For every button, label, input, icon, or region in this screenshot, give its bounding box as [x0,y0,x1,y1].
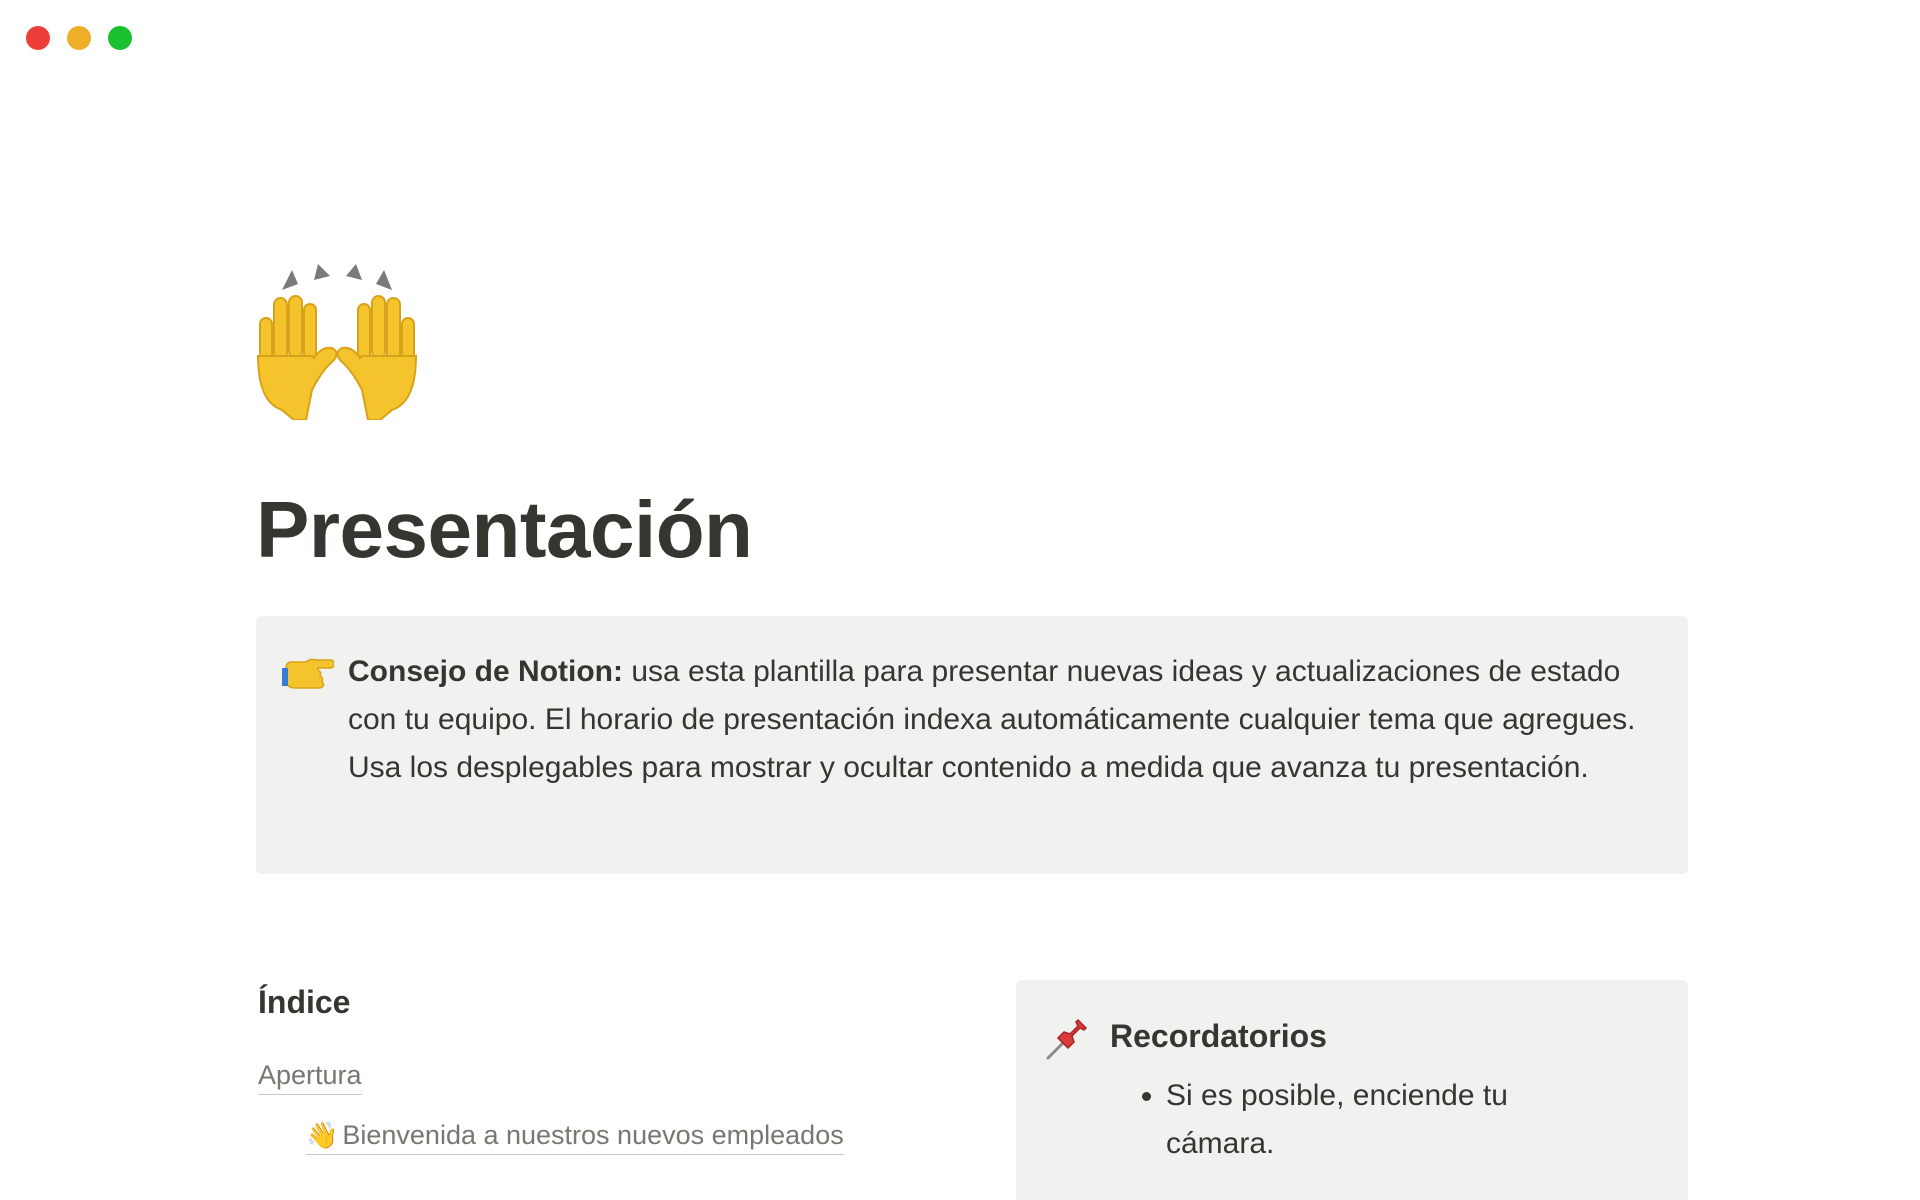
waving-hand-icon: 👋 [306,1120,339,1150]
pointing-right-icon[interactable] [282,654,334,694]
toc-heading: Índice [258,984,351,1020]
toc-link-label: Bienvenida a nuestros nuevos empleados [342,1120,844,1150]
minimize-window-button[interactable] [67,26,91,50]
toc-link-label: Apertura [258,1060,362,1090]
table-of-contents [258,980,958,1150]
reminders-callout [1016,980,1688,1200]
list-item: • Si es posible, enciende tu cámara. [1166,1072,1586,1168]
toc-link-apertura[interactable] [258,1058,362,1095]
callout-text [348,648,1668,792]
reminders-list [1126,1072,1586,1168]
close-window-button[interactable] [26,26,50,50]
notion-tip-callout [256,616,1688,874]
reminders-title: Recordatorios [1110,1018,1327,1054]
page-title[interactable]: Presentación [256,485,753,574]
raising-hands-icon[interactable] [252,260,422,420]
pushpin-icon[interactable] [1044,1016,1090,1062]
window-controls [26,26,132,50]
maximize-window-button[interactable] [108,26,132,50]
callout-body: usa esta plantilla para presentar nuevas ideas y actualizaciones de estado con tu equipo. El horario de presentación indexa automáticamente cualquier tema que agregues. Usa los desplegables para mostrar y ocultar contenido a medida que avanza tu presentación. [348,655,1636,784]
callout-bold-label: Consejo de Notion: [348,655,623,688]
toc-link-bienvenida[interactable] [306,1118,844,1155]
